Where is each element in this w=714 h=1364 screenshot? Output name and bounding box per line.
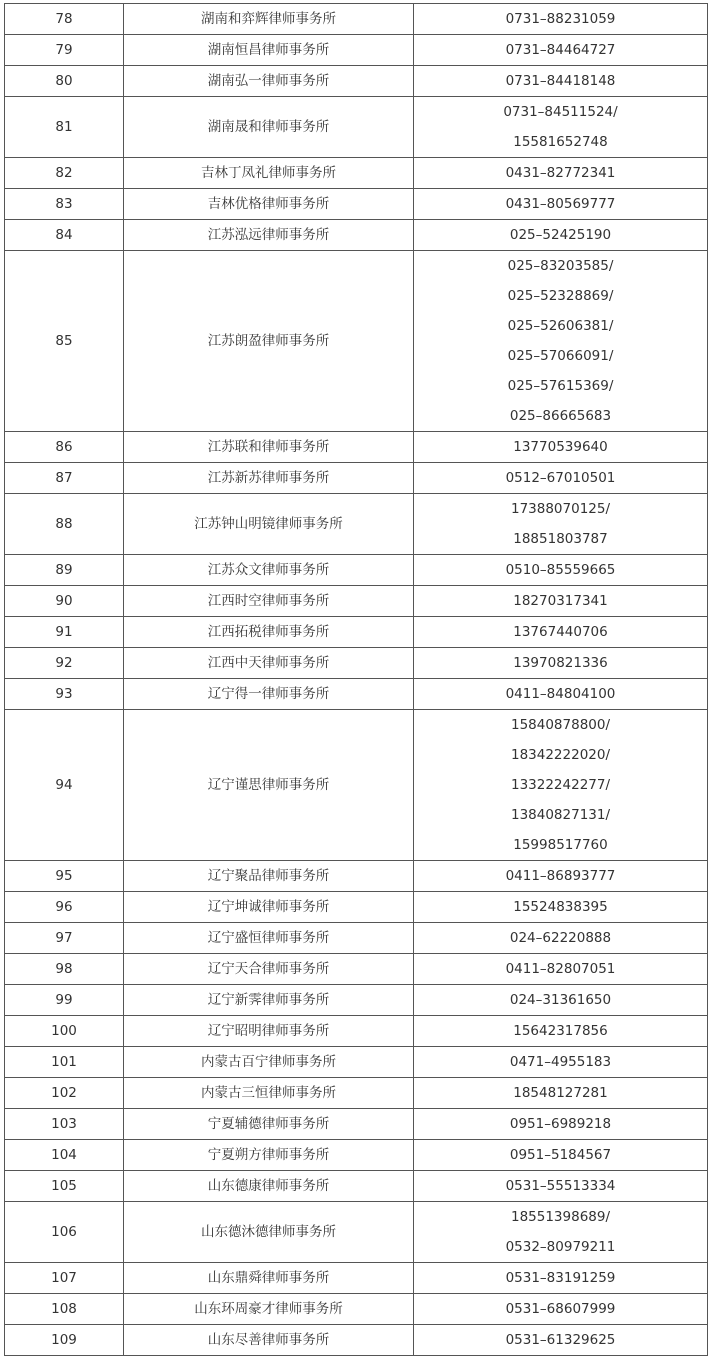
row-number: 81: [5, 97, 124, 158]
table-row: [5, 1016, 708, 1047]
table-row: [5, 1294, 708, 1325]
row-number: 90: [5, 586, 124, 617]
phone-number: 15581652748: [513, 134, 608, 150]
firm-name: 吉林优格律师事务所: [124, 189, 414, 220]
phone-number: 13767440706: [513, 624, 608, 640]
phone-number: 13970821336: [513, 655, 608, 671]
table-row: [5, 463, 708, 494]
row-number: 91: [5, 617, 124, 648]
firm-name: 江苏联和律师事务所: [124, 432, 414, 463]
row-number: 108: [5, 1294, 124, 1325]
row-number: 105: [5, 1171, 124, 1202]
phone-number: 0510–85559665: [505, 562, 616, 578]
firm-name: 山东环周豪才律师事务所: [124, 1294, 414, 1325]
firm-name: 辽宁昭明律师事务所: [124, 1016, 414, 1047]
firm-name: 江苏众文律师事务所: [124, 555, 414, 586]
phone-cell: [414, 1325, 708, 1356]
row-number: 80: [5, 66, 124, 97]
row-number: 84: [5, 220, 124, 251]
phone-cell: [414, 1140, 708, 1171]
firm-name: 江苏朗盈律师事务所: [124, 251, 414, 432]
phone-number: 0411–86893777: [505, 868, 616, 884]
table-row: [5, 1078, 708, 1109]
table-row: [5, 648, 708, 679]
phone-cell: [414, 97, 708, 158]
table-row: [5, 586, 708, 617]
phone-cell: [414, 35, 708, 66]
phone-cell: [414, 1109, 708, 1140]
table-row: [5, 494, 708, 555]
row-number: 85: [5, 251, 124, 432]
phone-number: 0731–84464727: [505, 42, 616, 58]
phone-number: 0731–88231059: [505, 11, 616, 27]
table-row: [5, 220, 708, 251]
table-row: [5, 251, 708, 432]
phone-cell: [414, 1078, 708, 1109]
firm-name: 江西拓税律师事务所: [124, 617, 414, 648]
phone-cell: [414, 1047, 708, 1078]
row-number: 87: [5, 463, 124, 494]
firm-name: 湖南恒昌律师事务所: [124, 35, 414, 66]
row-number: 109: [5, 1325, 124, 1356]
phone-cell: [414, 555, 708, 586]
phone-cell: [414, 220, 708, 251]
row-number: 97: [5, 923, 124, 954]
firm-name: 山东德沐德律师事务所: [124, 1202, 414, 1263]
table-row: [5, 617, 708, 648]
phone-number: 18270317341: [513, 593, 608, 609]
row-number: 102: [5, 1078, 124, 1109]
row-number: 88: [5, 494, 124, 555]
firm-name: 辽宁盛恒律师事务所: [124, 923, 414, 954]
firm-name: 湖南和弈辉律师事务所: [124, 4, 414, 35]
phone-number: 025–83203585/: [507, 258, 614, 274]
phone-cell: [414, 985, 708, 1016]
phone-cell: [414, 463, 708, 494]
phone-cell: [414, 66, 708, 97]
table-body: [5, 4, 708, 1356]
phone-cell: [414, 1263, 708, 1294]
firm-name: 辽宁新霁律师事务所: [124, 985, 414, 1016]
phone-cell: [414, 679, 708, 710]
phone-cell: [414, 251, 708, 432]
firm-name: 辽宁坤诚律师事务所: [124, 892, 414, 923]
row-number: 98: [5, 954, 124, 985]
phone-number: 13840827131/: [510, 807, 611, 823]
phone-number: 18548127281: [513, 1085, 608, 1101]
phone-number: 0411–82807051: [505, 961, 616, 977]
row-number: 79: [5, 35, 124, 66]
table-row: [5, 985, 708, 1016]
table-row: [5, 923, 708, 954]
firm-name: 辽宁天合律师事务所: [124, 954, 414, 985]
phone-number: 025–52328869/: [507, 288, 614, 304]
phone-number: 0532–80979211: [505, 1239, 616, 1255]
phone-number: 18342222020/: [510, 747, 611, 763]
firm-name: 吉林丁凤礼律师事务所: [124, 158, 414, 189]
row-number: 94: [5, 710, 124, 861]
phone-number: 025–52606381/: [507, 318, 614, 334]
phone-cell: [414, 494, 708, 555]
phone-number: 0531–55513334: [505, 1178, 616, 1194]
phone-cell: [414, 189, 708, 220]
firm-name: 湖南弘一律师事务所: [124, 66, 414, 97]
table-row: [5, 679, 708, 710]
row-number: 107: [5, 1263, 124, 1294]
row-number: 103: [5, 1109, 124, 1140]
table-row: [5, 954, 708, 985]
phone-number: 15840878800/: [510, 717, 611, 733]
firm-name: 山东德康律师事务所: [124, 1171, 414, 1202]
phone-number: 13770539640: [513, 439, 608, 455]
phone-cell: [414, 1294, 708, 1325]
firm-name: 江苏钟山明镜律师事务所: [124, 494, 414, 555]
phone-cell: [414, 710, 708, 861]
table-row: [5, 97, 708, 158]
firm-name: 内蒙古百宁律师事务所: [124, 1047, 414, 1078]
phone-number: 0411–84804100: [505, 686, 616, 702]
row-number: 93: [5, 679, 124, 710]
phone-number: 18851803787: [513, 531, 608, 547]
table-row: [5, 158, 708, 189]
phone-cell: [414, 954, 708, 985]
phone-cell: [414, 432, 708, 463]
phone-number: 0531–68607999: [505, 1301, 616, 1317]
row-number: 104: [5, 1140, 124, 1171]
phone-cell: [414, 861, 708, 892]
law-firm-table: [4, 3, 708, 1356]
phone-cell: [414, 648, 708, 679]
table-row: [5, 1202, 708, 1263]
table-row: [5, 1140, 708, 1171]
firm-name: 宁夏辅德律师事务所: [124, 1109, 414, 1140]
table-row: [5, 861, 708, 892]
firm-name: 山东尽善律师事务所: [124, 1325, 414, 1356]
phone-number: 025–86665683: [509, 408, 612, 424]
phone-cell: [414, 892, 708, 923]
row-number: 96: [5, 892, 124, 923]
phone-cell: [414, 1016, 708, 1047]
table-row: [5, 189, 708, 220]
phone-number: 15642317856: [513, 1023, 608, 1039]
table-row: [5, 35, 708, 66]
firm-name: 内蒙古三恒律师事务所: [124, 1078, 414, 1109]
table-row: [5, 66, 708, 97]
phone-cell: [414, 1202, 708, 1263]
phone-cell: [414, 923, 708, 954]
phone-number: 0731–84418148: [505, 73, 616, 89]
firm-name: 山东鼎舜律师事务所: [124, 1263, 414, 1294]
phone-number: 025–57066091/: [507, 348, 614, 364]
row-number: 92: [5, 648, 124, 679]
phone-number: 024–31361650: [509, 992, 612, 1008]
phone-number: 15998517760: [513, 837, 608, 853]
phone-cell: [414, 4, 708, 35]
phone-number: 0531–61329625: [505, 1332, 616, 1348]
phone-number: 0471–4955183: [509, 1054, 612, 1070]
row-number: 106: [5, 1202, 124, 1263]
table-row: [5, 1109, 708, 1140]
table-row: [5, 4, 708, 35]
table-row: [5, 1263, 708, 1294]
row-number: 99: [5, 985, 124, 1016]
table-row: [5, 1325, 708, 1356]
row-number: 89: [5, 555, 124, 586]
row-number: 78: [5, 4, 124, 35]
phone-number: 0431–82772341: [505, 165, 616, 181]
firm-name: 湖南晟和律师事务所: [124, 97, 414, 158]
firm-name: 江苏新苏律师事务所: [124, 463, 414, 494]
phone-number: 0951–5184567: [509, 1147, 612, 1163]
phone-number: 17388070125/: [510, 501, 611, 517]
table-row: [5, 1047, 708, 1078]
phone-number: 13322242277/: [510, 777, 611, 793]
phone-number: 0951–6989218: [509, 1116, 612, 1132]
phone-number: 0731–84511524/: [503, 104, 618, 120]
phone-number: 18551398689/: [510, 1209, 611, 1225]
phone-cell: [414, 617, 708, 648]
row-number: 100: [5, 1016, 124, 1047]
row-number: 82: [5, 158, 124, 189]
firm-name: 江西时空律师事务所: [124, 586, 414, 617]
phone-cell: [414, 586, 708, 617]
firm-name: 辽宁谨思律师事务所: [124, 710, 414, 861]
table-row: [5, 432, 708, 463]
table-row: [5, 1171, 708, 1202]
phone-cell: [414, 1171, 708, 1202]
phone-number: 024–62220888: [509, 930, 612, 946]
row-number: 83: [5, 189, 124, 220]
phone-number: 025–52425190: [509, 227, 612, 243]
row-number: 95: [5, 861, 124, 892]
row-number: 86: [5, 432, 124, 463]
row-number: 101: [5, 1047, 124, 1078]
phone-number: 0512–67010501: [505, 470, 616, 486]
firm-name: 辽宁聚品律师事务所: [124, 861, 414, 892]
table-row: [5, 892, 708, 923]
firm-name: 宁夏朔方律师事务所: [124, 1140, 414, 1171]
phone-number: 025–57615369/: [507, 378, 614, 394]
phone-cell: [414, 158, 708, 189]
phone-number: 0431–80569777: [505, 196, 616, 212]
phone-number: 15524838395: [513, 899, 608, 915]
firm-name: 江西中天律师事务所: [124, 648, 414, 679]
firm-name: 江苏泓远律师事务所: [124, 220, 414, 251]
phone-number: 0531–83191259: [505, 1270, 616, 1286]
firm-name: 辽宁得一律师事务所: [124, 679, 414, 710]
table-row: [5, 710, 708, 861]
table-row: [5, 555, 708, 586]
